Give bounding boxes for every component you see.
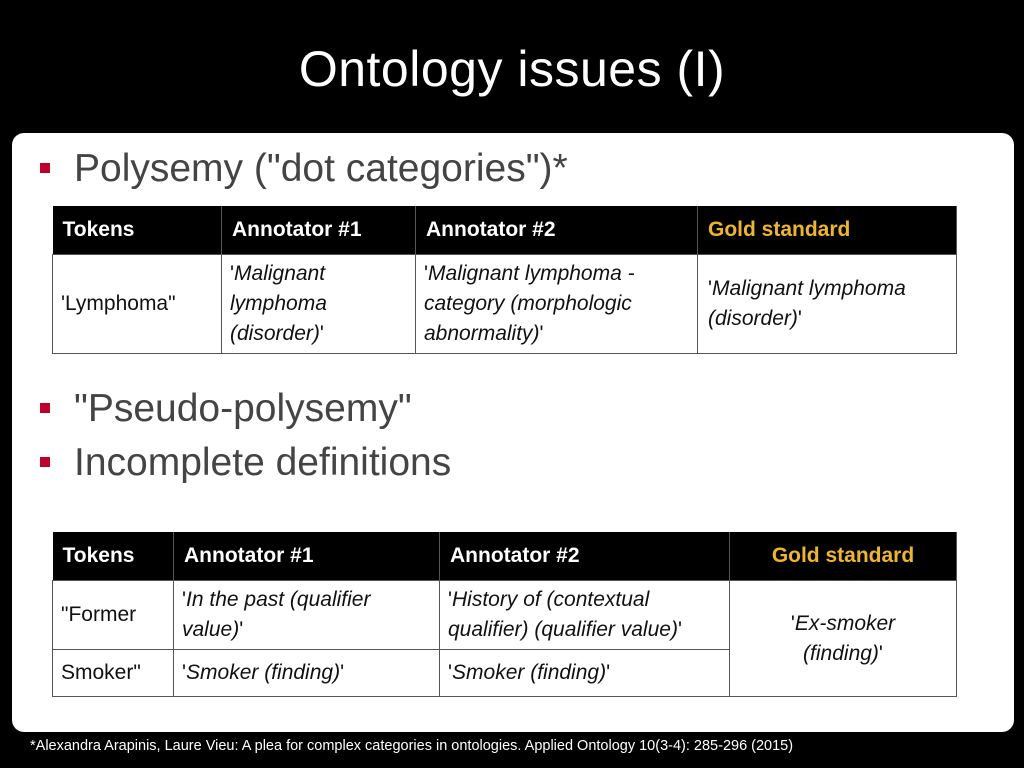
header-tokens: Tokens xyxy=(53,206,222,255)
table-header-row xyxy=(53,532,957,581)
header-gold-standard: Gold standard xyxy=(698,206,957,255)
annotator-1-cell: 'Malignant lymphoma (disorder)' xyxy=(222,255,416,354)
header-annotator-1: Annotator #1 xyxy=(174,532,440,581)
header-annotator-2: Annotator #2 xyxy=(440,532,730,581)
annotator-2-cell: 'Malignant lymphoma - category (morphologic abnormality)' xyxy=(416,255,698,354)
footnote-citation: *Alexandra Arapinis, Laure Vieu: A plea for complex categories in ontologies. Applied Ontology 10(3-4): 285-296 (2015) xyxy=(30,738,794,754)
annotator-2-cell: 'History of (contextual qualifier) (qualifier value)' xyxy=(440,581,730,650)
incomplete-definitions-table xyxy=(52,532,957,697)
table-header-row xyxy=(53,206,957,255)
gold-standard-cell: 'Malignant lymphoma (disorder)' xyxy=(698,255,957,354)
bullet-text: "Pseudo-polysemy" xyxy=(74,387,412,430)
bullet-text: Incomplete definitions xyxy=(74,441,452,484)
header-annotator-1: Annotator #1 xyxy=(222,206,416,255)
slide-title: Ontology issues (I) xyxy=(298,41,726,97)
table-row xyxy=(53,581,957,650)
annotator-1-cell: 'In the past (qualifier value)' xyxy=(174,581,440,650)
token-cell: "Former xyxy=(53,581,174,650)
table-row xyxy=(53,255,957,354)
gold-standard-cell: 'Ex-smoker (finding)' xyxy=(730,581,957,697)
bullet-marker xyxy=(40,457,50,467)
token-cell: Smoker" xyxy=(53,650,174,697)
header-gold-standard: Gold standard xyxy=(730,532,957,581)
token-cell: 'Lymphoma" xyxy=(53,255,222,354)
annotator-1-cell: 'Smoker (finding)' xyxy=(174,650,440,697)
annotator-2-cell: 'Smoker (finding)' xyxy=(440,650,730,697)
bullet-marker xyxy=(40,163,50,173)
bullet-marker xyxy=(40,403,50,413)
header-tokens: Tokens xyxy=(53,532,174,581)
bullet-text: Polysemy ("dot categories")* xyxy=(74,147,568,190)
polysemy-table xyxy=(52,206,957,354)
header-annotator-2: Annotator #2 xyxy=(416,206,698,255)
